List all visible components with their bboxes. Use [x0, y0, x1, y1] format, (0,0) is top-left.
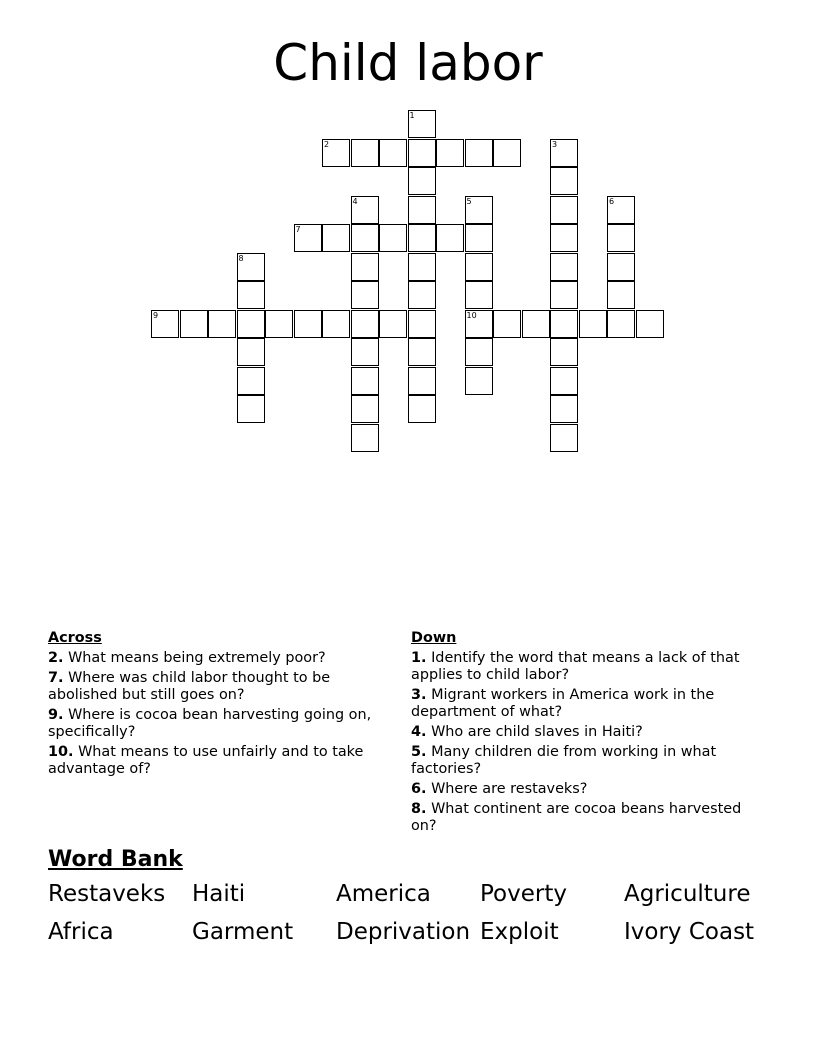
crossword-cell[interactable] — [408, 139, 436, 167]
crossword-cell[interactable] — [550, 338, 578, 366]
crossword-cell[interactable] — [408, 224, 436, 252]
crossword-cell[interactable] — [493, 310, 521, 338]
crossword-cell[interactable] — [607, 281, 635, 309]
crossword-cell[interactable] — [550, 281, 578, 309]
crossword-cell[interactable] — [237, 281, 265, 309]
word-bank-title: Word Bank — [48, 847, 183, 872]
crossword-cell[interactable] — [351, 310, 379, 338]
clue-number: 9 — [153, 310, 159, 320]
crossword-cell[interactable] — [607, 224, 635, 252]
crossword-cell[interactable] — [151, 310, 179, 338]
clue-number: 8 — [238, 253, 244, 263]
clue-number: 10 — [466, 310, 477, 320]
word-bank-item: Ivory Coast — [624, 919, 755, 945]
down-clue-3: 3. Migrant workers in America work in the department of what? — [411, 687, 715, 720]
crossword-cell[interactable] — [351, 196, 379, 224]
crossword-cell[interactable] — [351, 338, 379, 366]
down-heading: Down — [411, 630, 457, 646]
down-clue-1: 1. Identify the word that means a lack of that applies to child labor? — [411, 650, 740, 683]
crossword-cell[interactable] — [408, 167, 436, 195]
crossword-cell[interactable] — [237, 310, 265, 338]
crossword-cell[interactable] — [351, 367, 379, 395]
crossword-cell[interactable] — [408, 395, 436, 423]
across-clue-7: 7. Where was child labor thought to be abolished but still goes on? — [48, 670, 331, 703]
word-bank-item: Exploit — [480, 919, 559, 945]
down-clue-8: 8. What continent are cocoa beans harvested on? — [411, 801, 742, 834]
clue-number: 2 — [324, 139, 330, 149]
word-bank-item: Poverty — [480, 881, 567, 907]
crossword-cell[interactable] — [465, 139, 493, 167]
crossword-cell[interactable] — [550, 253, 578, 281]
crossword-cell[interactable] — [550, 424, 578, 452]
crossword-cell[interactable] — [351, 281, 379, 309]
crossword-cell[interactable] — [322, 139, 350, 167]
crossword-cell[interactable] — [550, 224, 578, 252]
word-bank-item: America — [336, 881, 431, 907]
across-clues — [48, 630, 393, 781]
clue-number: 5 — [466, 196, 472, 206]
crossword-cell[interactable] — [465, 196, 493, 224]
crossword-grid — [0, 0, 816, 470]
crossword-cell[interactable] — [607, 253, 635, 281]
word-bank-item: Garment — [192, 919, 294, 945]
across-clue-9: 9. Where is cocoa bean harvesting going on, specifically? — [48, 707, 372, 740]
crossword-cell[interactable] — [636, 310, 664, 338]
crossword-cell[interactable] — [351, 395, 379, 423]
crossword-cell[interactable] — [408, 367, 436, 395]
crossword-cell[interactable] — [237, 253, 265, 281]
crossword-cell[interactable] — [550, 167, 578, 195]
word-bank — [48, 880, 778, 946]
crossword-cell[interactable] — [351, 139, 379, 167]
crossword-cell[interactable] — [550, 139, 578, 167]
word-bank-item: Restaveks — [48, 881, 166, 907]
word-bank-item: Agriculture — [624, 881, 751, 907]
crossword-cell[interactable] — [322, 224, 350, 252]
clue-number: 1 — [409, 111, 415, 120]
down-clue-4: 4. Who are child slaves in Haiti? — [411, 724, 643, 740]
clue-number: 4 — [352, 196, 358, 206]
puzzle-title: Child labor — [273, 34, 543, 92]
crossword-cell[interactable] — [550, 310, 578, 338]
crossword-cell[interactable] — [550, 367, 578, 395]
crossword-cell[interactable] — [351, 224, 379, 252]
clue-number: 7 — [295, 225, 301, 234]
crossword-cell[interactable] — [351, 424, 379, 452]
crossword-cell[interactable] — [465, 253, 493, 281]
crossword-cell[interactable] — [351, 253, 379, 281]
crossword-cell[interactable] — [550, 196, 578, 224]
word-bank-item: Africa — [48, 919, 114, 945]
down-clues — [411, 630, 761, 838]
across-heading: Across — [48, 630, 102, 646]
crossword-cell[interactable] — [465, 281, 493, 309]
crossword-cell[interactable] — [237, 395, 265, 423]
crossword-cell[interactable] — [465, 367, 493, 395]
crossword-cell[interactable] — [322, 310, 350, 338]
crossword-cell[interactable] — [180, 310, 208, 338]
down-clue-5: 5. Many children die from working in what factories? — [411, 744, 717, 777]
across-clue-10: 10. What means to use unfairly and to take advantage of? — [48, 744, 364, 777]
crossword-cell[interactable] — [237, 367, 265, 395]
crossword-cell[interactable] — [465, 338, 493, 366]
down-clue-6: 6. Where are restaveks? — [411, 781, 588, 797]
crossword-cell[interactable] — [465, 224, 493, 252]
crossword-cell[interactable] — [237, 338, 265, 366]
crossword-cell[interactable] — [436, 139, 464, 167]
crossword-cell[interactable] — [408, 338, 436, 366]
clue-number: 3 — [552, 139, 558, 149]
crossword-cell[interactable] — [408, 110, 436, 138]
crossword-cell[interactable] — [550, 395, 578, 423]
word-bank-item: Haiti — [192, 881, 246, 907]
crossword-cell[interactable] — [379, 139, 407, 167]
crossword-cell[interactable] — [408, 281, 436, 309]
crossword-cell[interactable] — [379, 224, 407, 252]
crossword-cell[interactable] — [522, 310, 550, 338]
crossword-cell[interactable] — [436, 224, 464, 252]
crossword-cell[interactable] — [607, 196, 635, 224]
crossword-cell[interactable] — [294, 224, 322, 252]
crossword-cell[interactable] — [294, 310, 322, 338]
crossword-cell[interactable] — [493, 139, 521, 167]
crossword-cell[interactable] — [579, 310, 607, 338]
word-bank-item: Deprivation — [336, 919, 471, 945]
crossword-cell[interactable] — [408, 253, 436, 281]
crossword-cell[interactable] — [379, 310, 407, 338]
crossword-cell[interactable] — [408, 310, 436, 338]
crossword-cell[interactable] — [208, 310, 236, 338]
crossword-cell[interactable] — [408, 196, 436, 224]
crossword-cell[interactable] — [607, 310, 635, 338]
crossword-cell[interactable] — [265, 310, 293, 338]
clue-number: 6 — [609, 196, 615, 206]
across-clue-2: 2. What means being extremely poor? — [48, 650, 326, 666]
crossword-cell[interactable] — [465, 310, 493, 338]
